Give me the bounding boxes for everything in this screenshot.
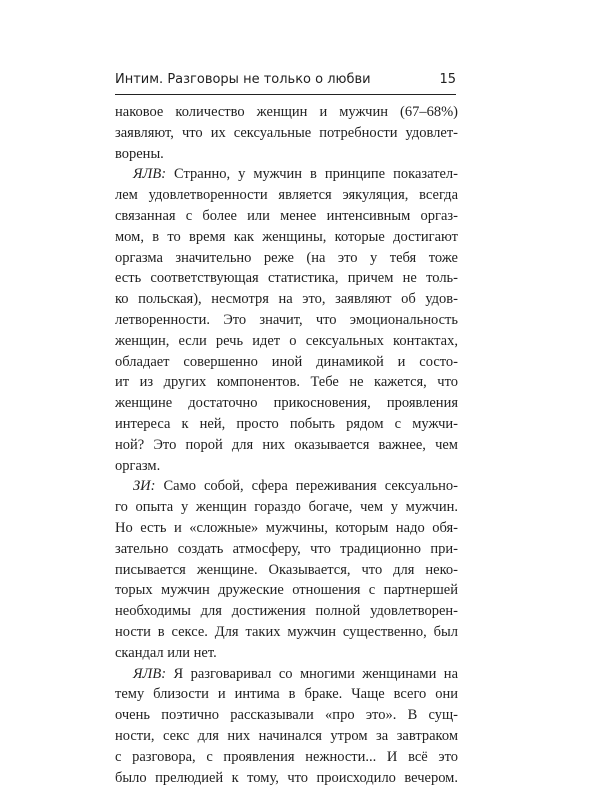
line-text: с разговора, с проявления нежности... И всё это [115, 749, 458, 765]
paragraph-start-line [115, 476, 458, 497]
line-text: ной? Это порой для них оказывается важнее, чем [115, 437, 458, 453]
line-text: мом, в то время как женщины, которые достигают [115, 229, 458, 245]
text-line [115, 643, 458, 664]
text-line [115, 622, 458, 643]
line-text: ворены. [115, 146, 164, 162]
body-text [115, 102, 458, 788]
speaker-label: ЗИ: [133, 478, 155, 494]
text-line [115, 497, 458, 518]
running-header [115, 70, 456, 92]
line-text: наковое количество женщин и мужчин (67–68%) [115, 104, 458, 120]
text-line [115, 560, 458, 581]
line-text: оргазма значительно реже (на это у тебя тоже [115, 250, 458, 266]
line-text: Странно, у мужчин в принципе показател- [166, 166, 458, 182]
speaker-label: ЯЛВ: [133, 166, 166, 182]
line-text: писывается женщине. Оказывается, что для неко- [115, 562, 458, 578]
line-text: тему близости и интима в браке. Чаще всего они [115, 686, 458, 702]
text-line [115, 414, 458, 435]
line-text: оргазм. [115, 458, 160, 474]
line-text: лем удовлетворенности является эякуляция, всегда [115, 187, 458, 203]
line-text: ко польская), несмотря на это, заявляют об удов- [115, 291, 458, 307]
line-text: интереса к ней, просто побыть рядом с мужчи- [115, 416, 458, 432]
line-text: летворенности. Это значит, что эмоциональность [115, 312, 458, 328]
line-text: обладает совершенно иной динамикой и состо- [115, 354, 458, 370]
text-line [115, 705, 458, 726]
line-text: необходимы для достижения полной удовлетворен- [115, 603, 458, 619]
line-text: заявляют, что их сексуальные потребности удовлет- [115, 125, 458, 141]
line-text: Но есть и «сложные» мужчины, которым надо обя- [115, 520, 458, 536]
line-text: Само собой, сфера переживания сексуально- [155, 478, 458, 494]
text-line [115, 539, 458, 560]
line-text: скандал или нет. [115, 645, 217, 661]
paragraph-start-line [115, 664, 458, 685]
text-line [115, 331, 458, 352]
line-text: зательно создать атмосферу, что традиционно при- [115, 541, 458, 557]
text-line [115, 123, 458, 144]
text-line [115, 185, 458, 206]
text-line [115, 144, 458, 165]
line-text: Я разговаривал со многими женщинами на [166, 666, 458, 682]
line-text: ности в сексе. Для таких мужчин существенно, был [115, 624, 458, 640]
text-line [115, 206, 458, 227]
text-line [115, 102, 458, 123]
speaker-label: ЯЛВ: [133, 666, 166, 682]
line-text: ности, секс для них начинался утром за завтраком [115, 728, 458, 744]
line-text: ит из других компонентов. Тебе не кажется, что [115, 374, 458, 390]
line-text: связанная с более или менее интенсивным оргаз- [115, 208, 458, 224]
line-text: очень поэтично рассказывали «про это». В сущ- [115, 707, 458, 723]
text-line [115, 768, 458, 788]
text-line [115, 268, 458, 289]
page-number: 15 [439, 70, 456, 90]
text-line [115, 248, 458, 269]
text-line [115, 456, 458, 477]
text-line [115, 352, 458, 373]
text-line [115, 726, 458, 747]
text-line [115, 393, 458, 414]
text-line [115, 518, 458, 539]
running-title: Интим. Разговоры не только о любви [115, 70, 371, 90]
text-line [115, 310, 458, 331]
line-text: торых мужчин дружеские отношения с партнершей [115, 582, 458, 598]
line-text: было прелюдией к тому, что происходило вечером. [115, 770, 458, 786]
line-text: го опыта у женщин гораздо богаче, чем у мужчин. [115, 499, 458, 515]
text-line [115, 684, 458, 705]
text-line [115, 372, 458, 393]
text-line [115, 227, 458, 248]
line-text: женщин, если речь идет о сексуальных контактах, [115, 333, 458, 349]
text-line [115, 580, 458, 601]
text-line [115, 435, 458, 456]
paragraph-start-line [115, 164, 458, 185]
text-line [115, 601, 458, 622]
text-line [115, 289, 458, 310]
line-text: женщине достаточно прикосновения, проявления [115, 395, 458, 411]
line-text: есть соответствующая статистика, причем не толь- [115, 270, 458, 286]
header-rule [115, 94, 456, 95]
